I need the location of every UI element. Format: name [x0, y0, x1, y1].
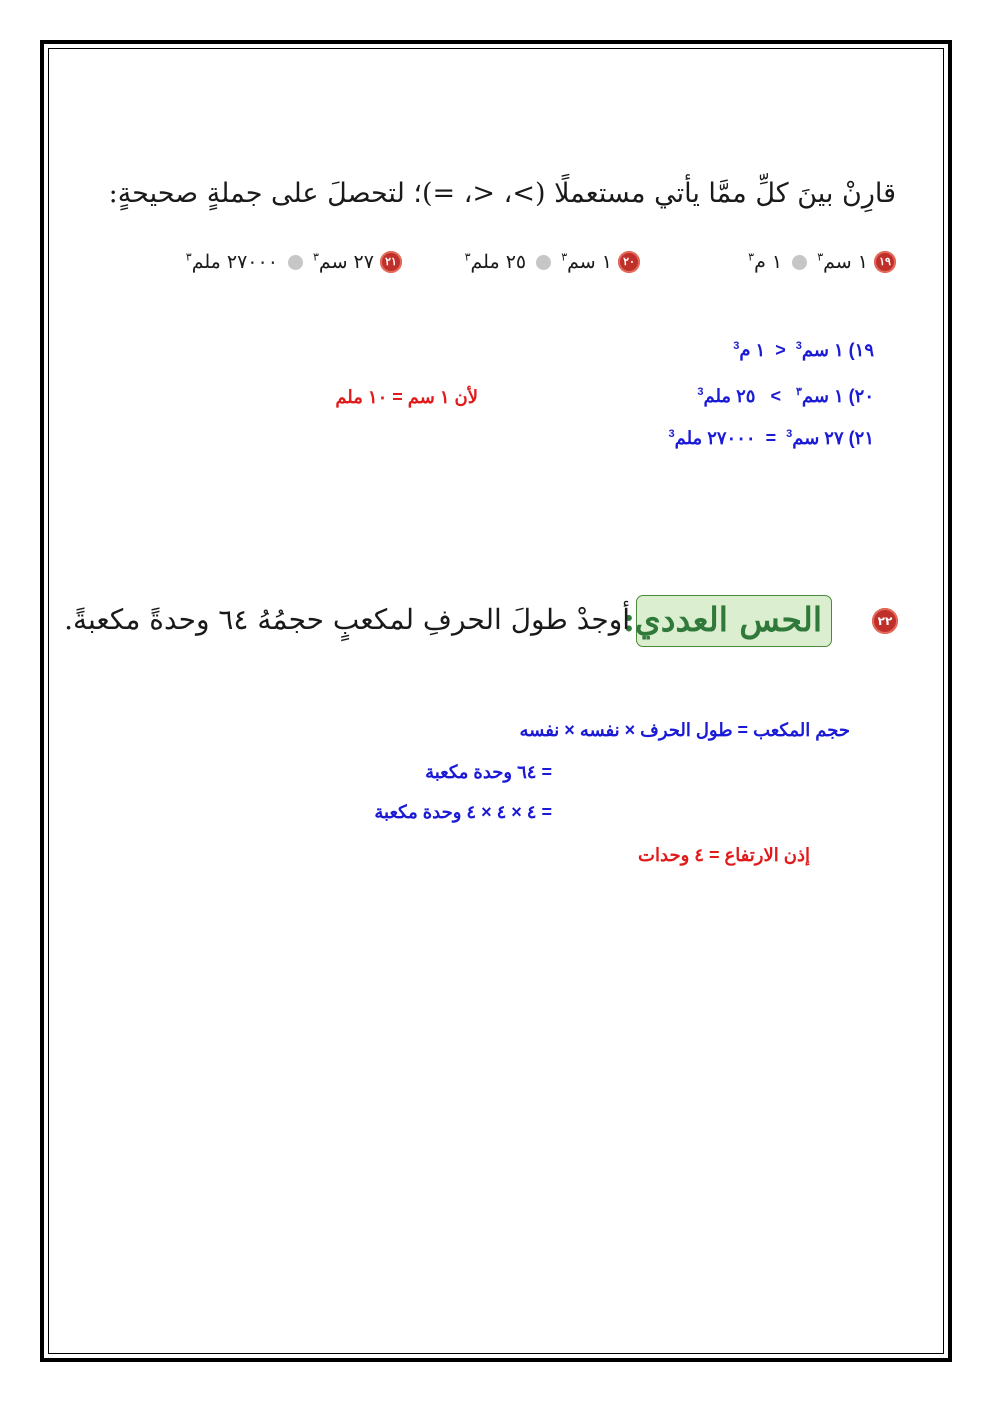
exercise-left: ٢٧ سم$^٣$ — [313, 250, 374, 274]
question-22-badge: ٢٢ — [872, 608, 898, 634]
exercise-number-badge: ٢١ — [380, 251, 402, 273]
answer-20-note: لأن ١ سم = ١٠ ملم — [335, 387, 478, 407]
comparison-blank-icon — [288, 255, 303, 270]
exercise-right: ٢٧٠٠٠ ملم$^٣$ — [185, 250, 278, 274]
solution-line-2: = ٦٤ وحدة مكعبة — [425, 762, 552, 782]
exercise-left: ١ سم$^٣$ — [561, 250, 612, 274]
exercise-right: ٢٥ ملم$^٣$ — [464, 250, 527, 274]
exercise-right: ١ م$^٣$ — [748, 250, 783, 274]
solution-line-3: = ٤ × ٤ × ٤ وحدة مكعبة — [374, 802, 552, 822]
answer-21: ٢١) ٢٧ سم$^3$ = ٢٧٠٠٠ ملم$^3$ — [668, 428, 874, 448]
answer-19: ١٩) ١ سم$^3$ < ١ م$^3$ — [733, 340, 874, 360]
comparison-blank-icon — [792, 255, 807, 270]
answer-20: ٢٠) ١ سم$^٣$ > ٢٥ ملم$^3$ — [697, 386, 874, 406]
solution-line-1: حجم المكعب = طول الحرف × نفسه × نفسه — [519, 720, 850, 740]
exercise-19 — [748, 250, 896, 273]
exercise-number-badge: ٢٠ — [618, 251, 640, 273]
comparison-blank-icon — [536, 255, 551, 270]
number-sense-label: الحس العددي: — [622, 600, 822, 639]
page-border-inner — [48, 48, 944, 1354]
exercise-20 — [465, 250, 640, 273]
question-22-text: أوجدْ طولَ الحرفِ لمكعبٍ حجمُهُ ٦٤ وحدةً مكعبةً. — [64, 603, 630, 636]
exercise-21 — [186, 250, 402, 273]
exercise-number-badge: ١٩ — [874, 251, 896, 273]
instruction-text: قارِنْ بينَ كلِّ ممَّا يأتي مستعملًا (>، <، =)؛ لتحصلَ على جملةٍ صحيحةٍ: — [108, 178, 896, 209]
exercise-left: ١ سم$^٣$ — [817, 250, 868, 274]
solution-conclusion: إذن الارتفاع = ٤ وحدات — [638, 845, 810, 865]
